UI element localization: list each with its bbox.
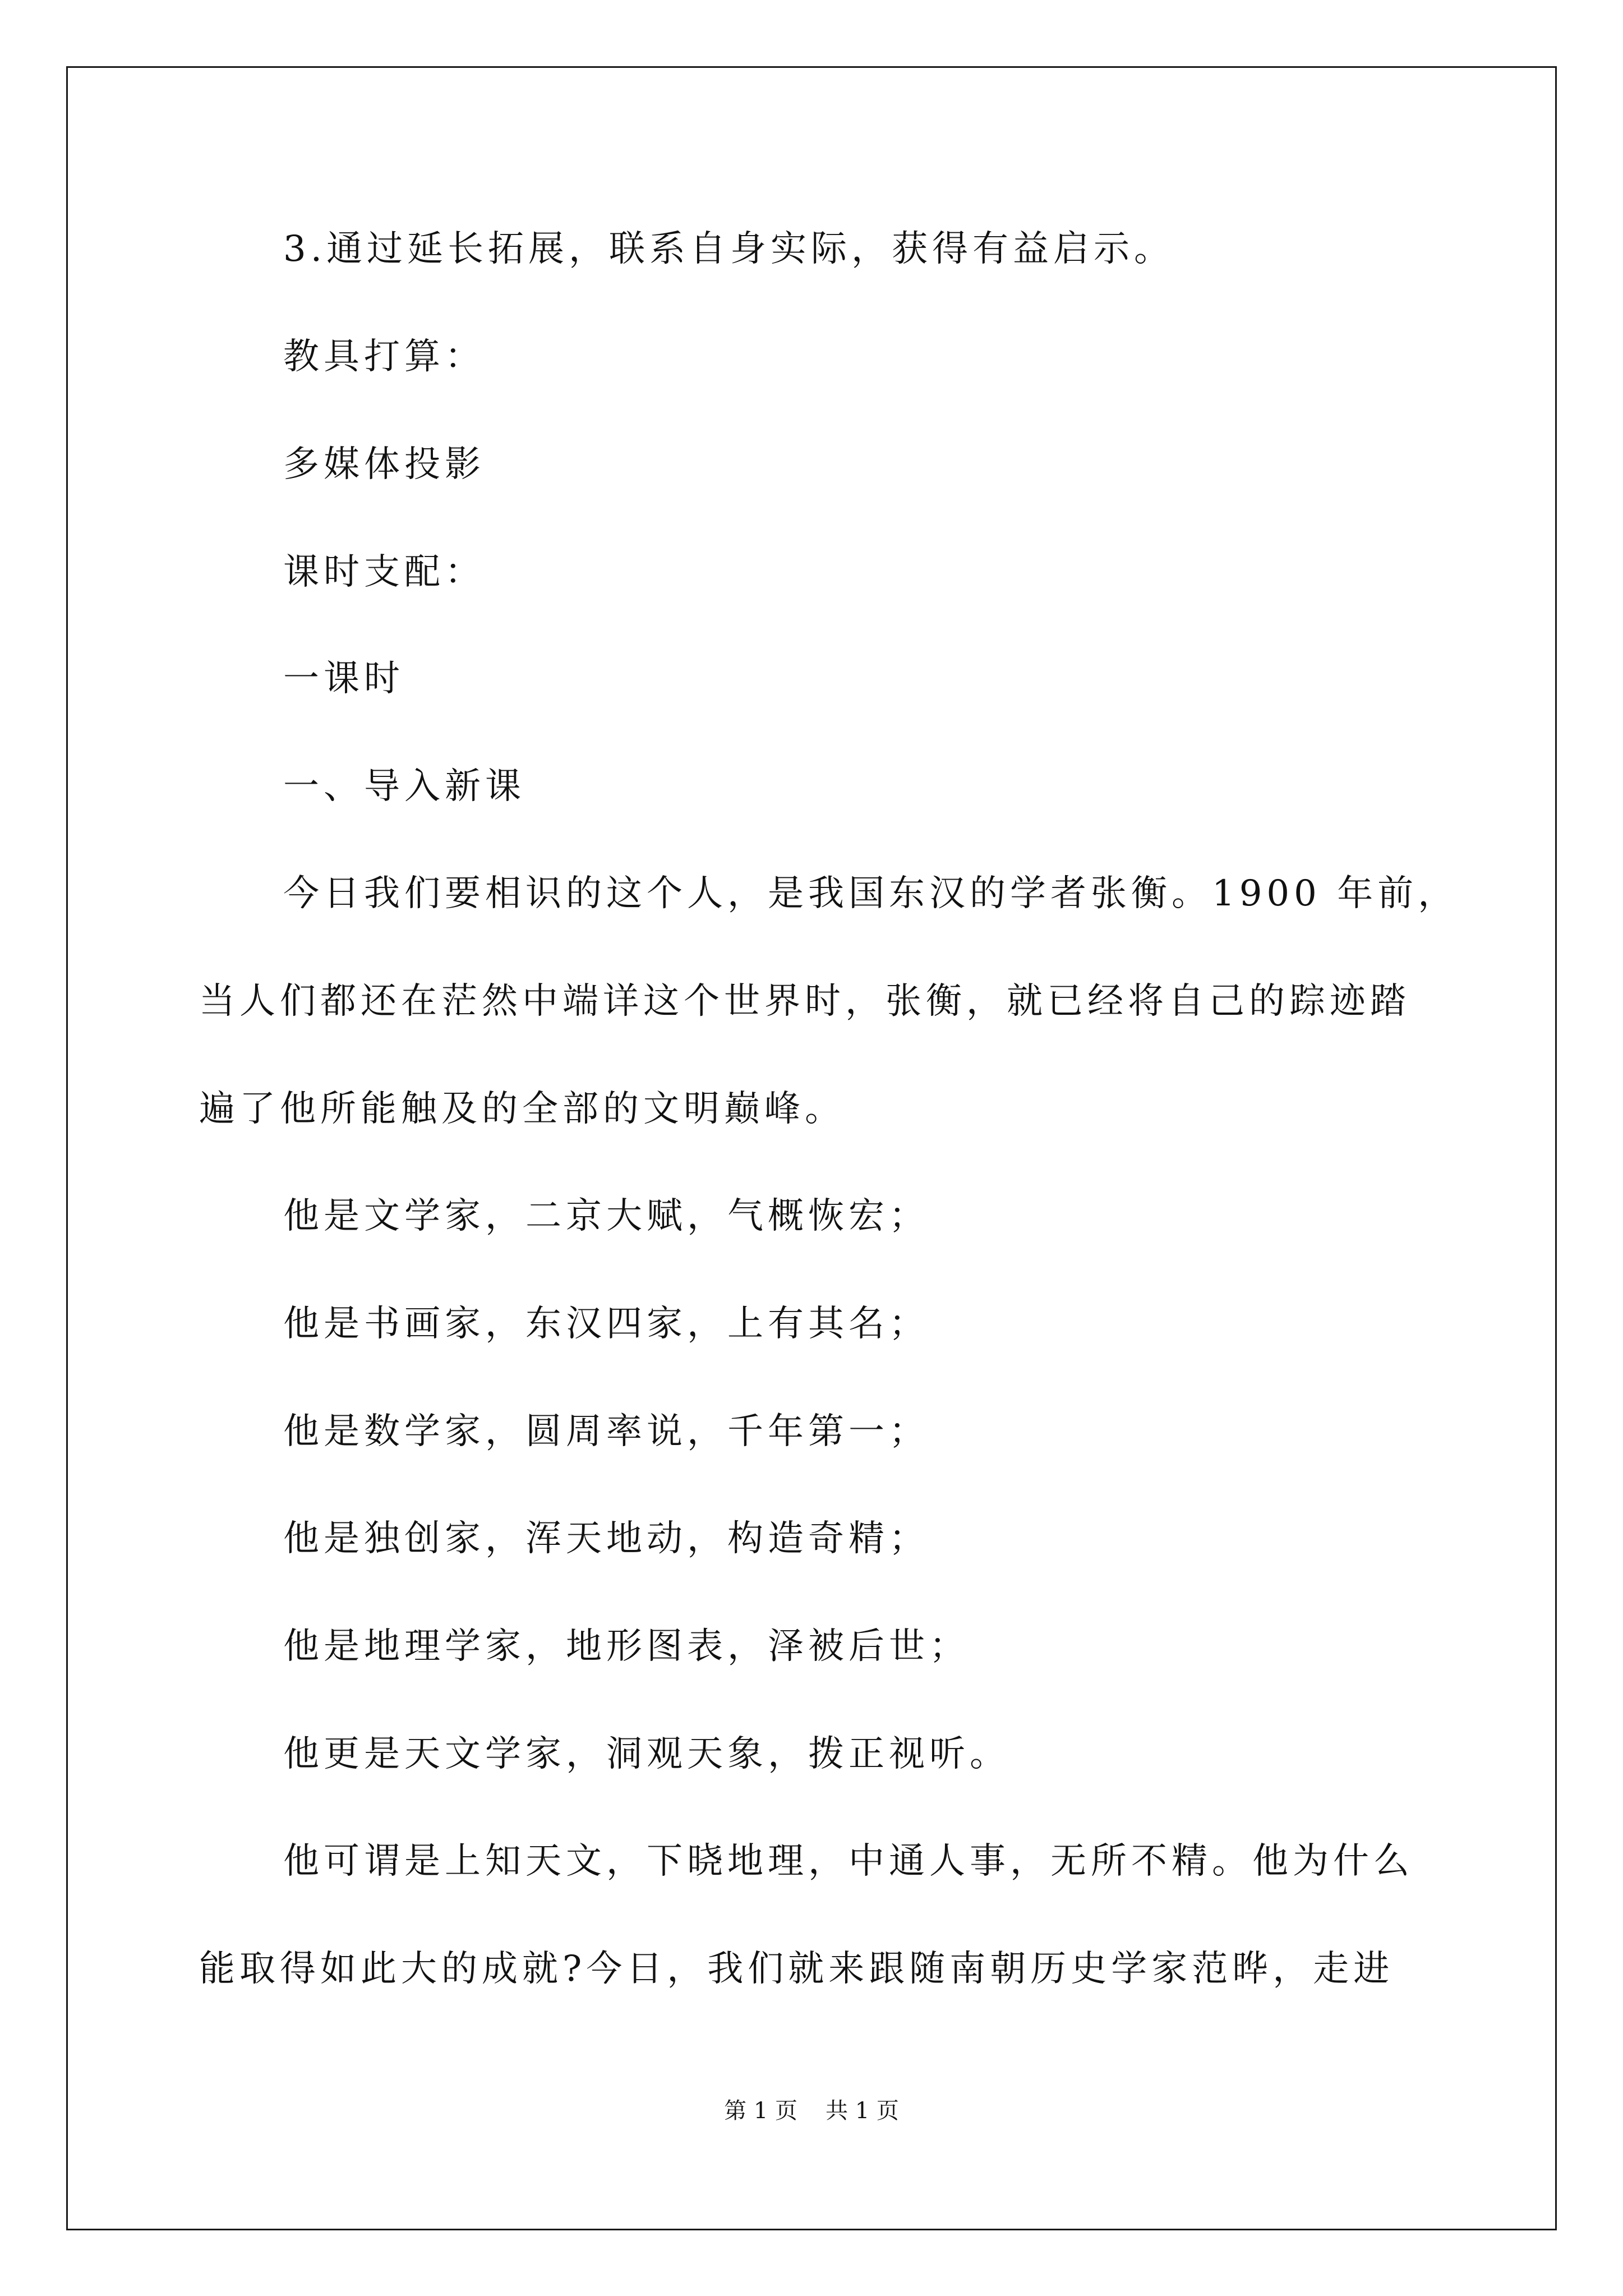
paragraph-continuation: 当人们都还在茫然中端详这个世界时，张衡，就已经将自己的踪迹踏	[199, 981, 1410, 1022]
paragraph: 3.通过延长拓展，联系自身实际，获得有益启示。	[283, 228, 1175, 270]
page-border	[66, 66, 1557, 2230]
paragraph: 他是数学家，圆周率说，千年第一；	[283, 1411, 929, 1452]
paragraph-continuation: 遍了他所能触及的全部的文明巅峰。	[199, 1088, 845, 1130]
section-heading: 一、导入新课	[283, 766, 525, 807]
page-total: 共 1 页	[826, 2098, 899, 2124]
paragraph: 他是书画家，东汉四家，上有其名；	[283, 1303, 929, 1345]
paragraph: 今日我们要相识的这个人，是我国东汉的学者张衡。1900 年前，	[283, 873, 1459, 914]
paragraph-continuation: 能取得如此大的成就?今日，我们就来跟随南朝历史学家范晔，走进	[199, 1948, 1394, 1990]
paragraph: 他是独创家，浑天地动，构造奇精；	[283, 1518, 929, 1559]
paragraph: 他是地理学家，地形图表，泽被后世；	[283, 1626, 970, 1667]
page-footer	[0, 2097, 1623, 2125]
paragraph: 他可谓是上知天文，下晓地理，中通人事，无所不精。他为什么	[283, 1841, 1414, 1882]
paragraph: 他更是天文学家，洞观天象，拨正视听。	[283, 1733, 1010, 1775]
paragraph: 多媒体投影	[283, 444, 485, 485]
paragraph: 一课时	[283, 658, 404, 700]
paragraph: 他是文学家，二京大赋，气概恢宏；	[283, 1195, 929, 1237]
paragraph: 教具打算：	[283, 336, 485, 378]
paragraph: 课时支配：	[283, 551, 485, 593]
page-number: 第 1 页	[724, 2098, 797, 2124]
